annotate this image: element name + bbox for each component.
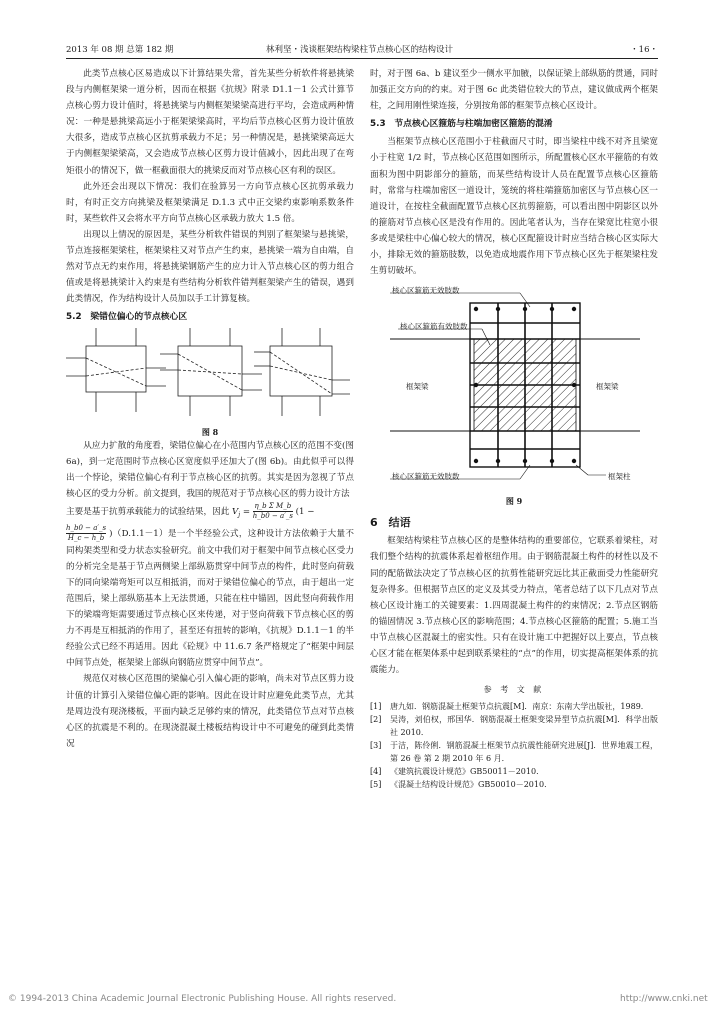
paragraph: 时，对于图 6a、b 建议至少一侧水平加腋，以保证梁上部纵筋的贯通，同时加强正交方向的约束。对于图 6c 此类错位较大的节点，建议做成两个框架柱，之间用刚性梁连接，分别按角部的框架节点核心区设计。 <box>370 69 658 112</box>
fig9-label-beam-right: 框架梁 <box>596 382 619 392</box>
formula-fraction: $\frac{\text{η\_b Σ M\_b}}{h\_b0 - a'\_s}$ <box>252 501 293 520</box>
paragraph: 此类节点核心区易造成以下计算结果失常，首先某些分析软件将悬挑梁段与内侧框架梁一道分析，因而在根据《抗规》附录 D1.1－1 公式计算节点核心剪力设计值时，将悬挑梁与内侧框架梁梁高进行平均，会造成两种情况：一种是悬挑梁高远小于框架梁梁高时，平均后节点核心区剪力设计值放大很多，造成节点核心区抗剪承载力不足；另一种情况是，悬挑梁梁高远大于内侧框架梁梁高，又会造成节点核心区剪力设计值减小，因此出现了在弯矩很小的情况下，做一框截面很大的挑梁反而对节点核心区有利的误区。 <box>66 69 354 176</box>
figure-8 <box>66 328 354 438</box>
paragraph: 框架结构梁柱节点核心区的是整体结构的重要部位，它联系着梁柱，对我们整个结构的抗震体系起着枢纽作用。由于钢筋混凝土构件的材性以及不同的配筋做法决定了节点核心区的抗剪性能研究远比其正截面受力性能研究复杂得多。但根据节点区的定义及其受力特点，笔者总结了以下几点对节点核心区设计施工的关键要素：1.四周混凝土构件的约束情况；2.节点区钢筋的锚固情况 3.节点核心区的影响范围；4.节点核心区箍筋的配置；5.施工当中节点核心区混凝土的密实性。只有在设计施工中把握好以上要点，节点核心区才能在框架体系中起到联系梁柱的“点”的作用，切实提高框架体系的抗震能力。 <box>370 536 658 676</box>
fig9-label-bottom: 核心区箍筋无效肢数 <box>392 472 460 482</box>
stirrup-grid <box>470 303 580 467</box>
figure-8-caption: 图 8 <box>201 426 219 437</box>
reference-item: [4] 《建筑抗震设计规范》GB50011－2010． <box>370 767 545 777</box>
figure-9-caption: 图 9 <box>505 496 523 507</box>
figure-8-drawing <box>66 328 354 438</box>
formula-paragraph: 主要是基于抗剪承载能力的试验结果，因此 $V_j$ = $\frac{\text{η\_b Σ M\_b}}{h\_b0 - a'\_s}$ (1 − <box>66 501 315 520</box>
fig9-label-beam-left: 框架梁 <box>406 382 429 392</box>
fig9-label-column: 框架柱 <box>608 472 631 482</box>
paragraph: 从应力扩散的角度看，梁错位偏心在小范围内节点核心区的范围不变(图 6a)，到一定范围时节点核心区宽度似乎还加大了(图 6b)。由此似乎可以得出一个悖论，梁错位偏心有利于节点核心区的抗剪。其实是因为忽视了节点核心区的受力分析。前文提到，我国的规范对于节点核心区的剪力设计方法 <box>66 440 354 499</box>
header-issue: 2013 年 08 期 总第 182 期 <box>66 45 174 55</box>
paragraph: 出现以上情况的原因是，某些分析软件错误的判别了框架梁与悬挑梁，节点连接框架梁柱，框架梁柱又对节点产生约束，悬挑梁一端为自由端，自然对节点无约束作用，将悬挑梁钢筋产生的应力计入节点核心区的剪力组合值或是将悬挑梁计入约束是有些结构分析软件错判框架梁产生的错误，遇到此类情况，作为结构设计人员加以手工计算复核。 <box>66 229 354 305</box>
paragraph: 规范仅对核心区范围的梁偏心引入偏心距的影响，尚未对节点区剪力设计值的计算引入梁错位偏心距的影响。因此在设计时应避免此类节点，尤其是周边没有现浇楼板，平面内缺乏足够约束的情况，此类错位节点对节点核心区的抗震是不利的。在现浇混凝土楼板结构设计中不可避免的碰到此类情况 <box>66 674 354 749</box>
right-column <box>370 66 658 791</box>
figure-8-panel-a <box>66 328 166 412</box>
reference-list <box>370 700 658 791</box>
figure-8-panel-b <box>160 328 262 416</box>
running-header <box>66 40 658 59</box>
formula-continuation <box>66 524 354 672</box>
formula-explanation: )（D.1.1－1）是一个半经验公式，这种设计方法依赖于大量不同构架类型和受力状态实验研究。前文中我们对于框架中间节点核心区受力的分析完全是基于节点两侧梁上部纵筋贯穿中间节点的构件，此时竖向荷载下的同向梁端弯矩可以互相抵消，而对于梁错位偏心的节点，由于超出一定范围后，梁上部纵筋基本上无法贯通，只能在柱中锚固，因此竖向荷载作用下的梁端弯矩需要通过节点核心区来传递，对于竖向荷载下节点核心区的剪力不再是互相抵消的作用了，甚至还有扭转的影响，《抗规》D.1.1－1 的半经验公式已经不再适用。因此《砼规》中 11.6.7 条严格规定了“框架中间层中间节点处，框架梁上部纵向钢筋应贯穿中间节点”。 <box>66 528 354 669</box>
paragraph: 此外还会出现以下情况：我们在验算另一方向节点核心区抗剪承载力时，有时正交方向挑梁及框架梁满足 D.1.3 式中正交梁约束影响系数条件时，某些软件又会将水平方向节点核心区承载力放大 1.5 倍。 <box>66 181 354 224</box>
reference-item: [5] 《混凝土结构设计规范》GB50010－2010． <box>370 780 553 790</box>
left-column <box>66 66 354 752</box>
fig9-label-top: 核心区箍筋无效肢数 <box>392 286 460 296</box>
reference-item: [2] 吴涛，刘伯权，邢国华．钢筋混凝土框架变梁异型节点抗震[M]．科学出版社 2010． <box>370 715 658 738</box>
cnki-link[interactable]: http://www.cnki.net <box>620 994 708 1004</box>
fig9-label-shade: 核心区箍筋有效肢数 <box>400 322 468 332</box>
formula-lead-text: 主要是基于抗剪承载能力的试验结果，因此 <box>66 506 230 517</box>
section-heading-5-2: 5.2 梁错位偏心的节点核心区 <box>66 312 188 323</box>
figure-8-panel-c <box>254 328 350 416</box>
copyright-footer: © 1994-2013 China Academic Journal Electronic Publishing House. All rights reserved. <box>8 994 397 1004</box>
reference-item: [3] 于洁，陈伶俐．钢筋混凝土框架节点抗震性能研究进展[J]．世界地震工程，第 26 卷 第 2 期 2010 年 6 月． <box>370 741 658 764</box>
formula-fraction-2: $\frac{h\_b0 - a'\_s}{H\_c - h\_b}$ <box>66 523 107 542</box>
section-heading-6: 6 结语 <box>370 516 411 530</box>
reference-item: [1] 唐九如．钢筋混凝土框架节点抗震[M]．南京：东南大学出版社，1989． <box>370 702 649 712</box>
section-heading-5-3: 5.3 节点核心区箍筋与柱端加密区箍筋的混淆 <box>370 119 553 130</box>
header-page-number: ・16・ <box>630 45 658 55</box>
references-heading: 参 考 文 献 <box>483 685 545 695</box>
paragraph: 当框架节点核心区范围小于柱截面尺寸时，即当梁柱中线不对齐且梁宽小于柱宽 1/2 时，节点核心区范围如图所示，所配置核心区水平箍筋的有效面积为图中阴影部分的箍筋，而某些结构设计人员在配置节点核心区箍筋时，常常与柱端加密区一道设计，笼统的将柱端箍筋加密区与节点核心区一道设计，在按柱全截面配置节点核心区抗剪箍筋，可以看出图中阴影区以外的箍筋对节点核心区是没有作用的。因此笔者认为，当存在梁宽比柱宽小很多或是梁柱中心偏心较大的情况，核心区配箍设计时应当结合核心区实际大小，排除无效的箍筋肢数，以免造成地震作用下节点核心区先于框架梁柱发生剪切破坏。 <box>370 137 658 277</box>
formula-vj: $V_j$ <box>232 506 241 519</box>
header-title: 林利坚・浅谈框架结构梁柱节点核心区的结构设计 <box>266 45 454 55</box>
figure-9 <box>370 279 658 511</box>
